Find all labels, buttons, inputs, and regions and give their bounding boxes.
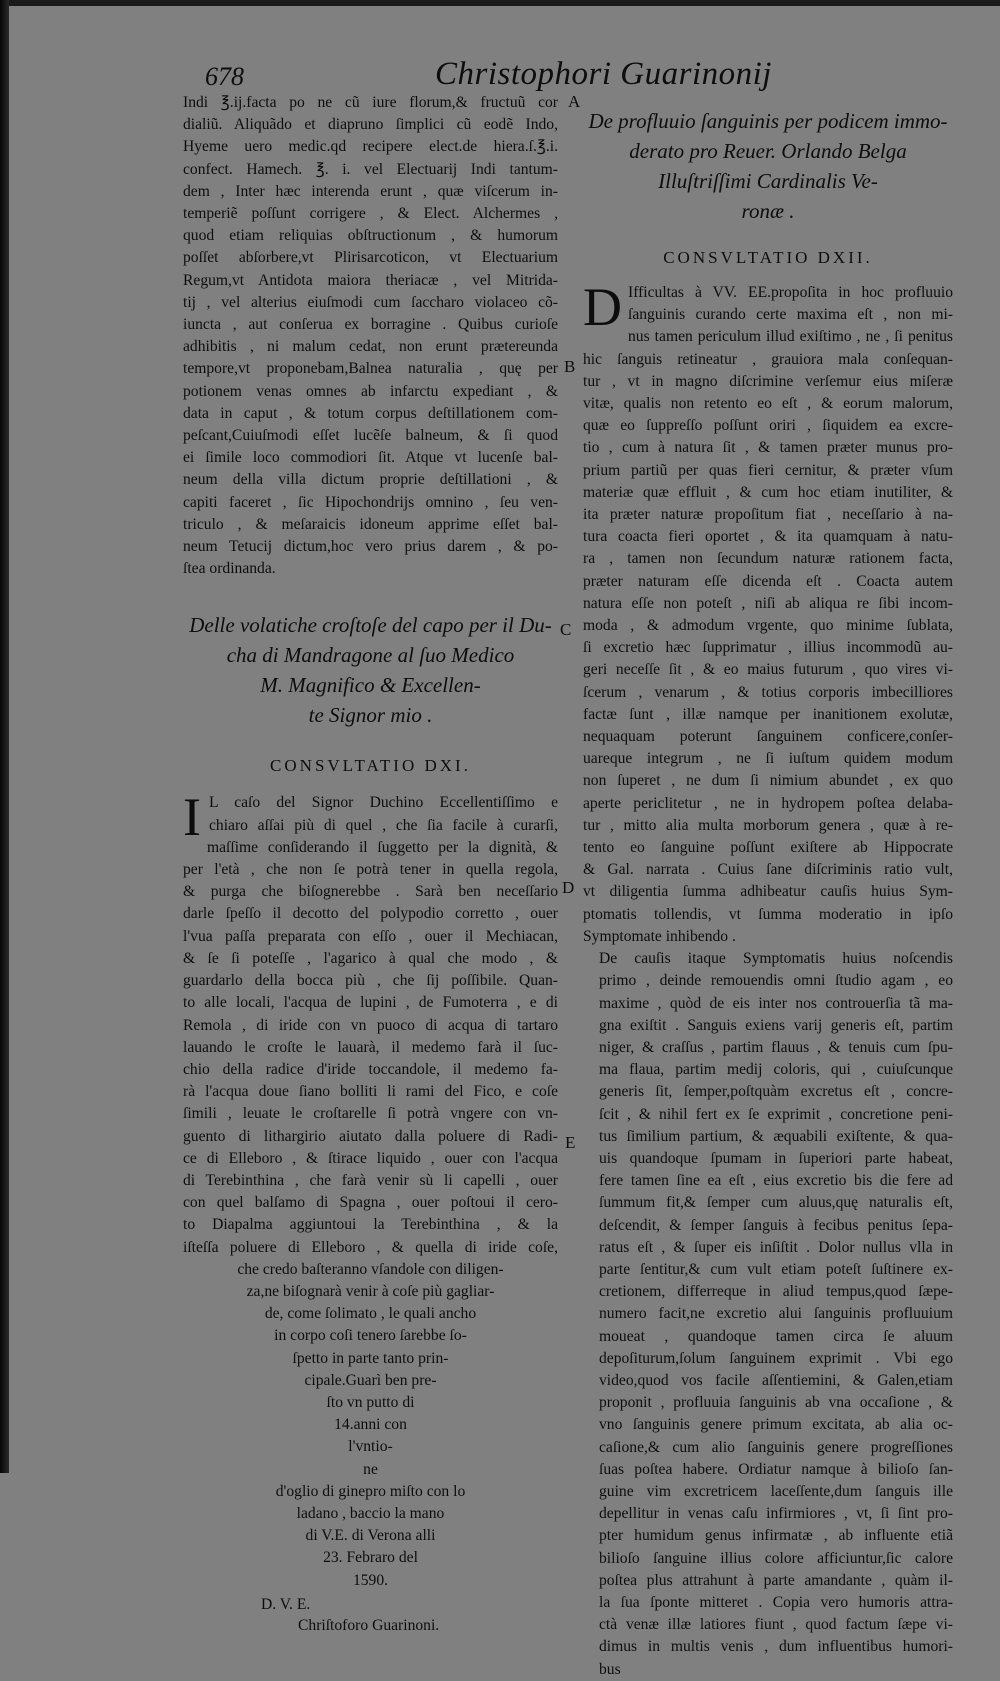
- title-line: cha di Mandragone al ſuo Medico: [226, 643, 515, 668]
- text-line: per l'età , che non ſe potrà tener in quella regola,: [183, 861, 558, 879]
- text-line: ſi excretio hæc ſupprimatur , illius incommodũ au-: [583, 639, 953, 657]
- text-line: non ſuperet , ne dum ſi nimium abundet , ex quo: [583, 772, 953, 790]
- text-line: guine vim excretricem laceſſente,dum ſanguis ille: [599, 1482, 953, 1500]
- text-line: data in caput , & totum corpus deſtillationem com-: [183, 404, 558, 422]
- text-line: deſcendit, & ſemper ſanguis à fecibus penitus ſepa-: [599, 1216, 953, 1234]
- text-line: depellitur in venas caſu infirmiores , vt, ſi ſint pro-: [599, 1505, 953, 1523]
- title-line: Delle volatiche croſtoſe del capo per il Du-: [189, 613, 552, 638]
- text-line: tur , mitto alia multa morborum genera , quæ à re-: [583, 816, 953, 834]
- signature-name: Chriſtoforo Guarinoni.: [298, 1616, 440, 1634]
- consultatio-heading-dxii: CONSVLTATIO DXII.: [663, 248, 873, 267]
- text-line: dimus in multis venis , dum influentibus humori-: [599, 1638, 953, 1656]
- text-line: quod etiam reliquias obſtructionum , & humorum: [183, 227, 558, 245]
- text-line: con quel balſamo di Spagna , ouer poſtoui il cero-: [183, 1194, 558, 1212]
- consultation-body-dxii: [583, 277, 953, 1681]
- text-line: maxime , quòd de eis inter nos controuerſia tã ma-: [599, 994, 953, 1012]
- text-line: in corpo coſi tenero ſarebbe ſo-: [274, 1327, 467, 1345]
- text-line: 14.anni con: [334, 1416, 407, 1434]
- tapered-closing-text: [183, 1259, 558, 1592]
- text-line: tempore,vt proponebam,Balnea naturalia , quę per: [183, 360, 558, 378]
- text-line: ptomatis tollendis, vt ſumma moderatio in ipſo: [583, 905, 953, 923]
- text-line: cipale.Guarì ben pre-: [304, 1371, 437, 1389]
- text-line: 23. Febraro del: [323, 1549, 418, 1567]
- text-line: Hyeme uero medic.qd recipere elect.de hiera.ſ.℥.i.: [183, 138, 558, 156]
- text-line: vt diligentia ſumma adhibeatur cauſis huius Sym-: [583, 883, 953, 901]
- title-line: derato pro Reuer. Orlando Belga: [629, 139, 907, 163]
- text-line: confect. Hamech. ℥. i. vel Electuarij Indi tantum-: [183, 160, 558, 178]
- text-line: parte ſentitur,& cum vult etiam poteſt ſuſtinere ex-: [599, 1260, 953, 1278]
- text-line: capiti faceret , ſic Hipochondrijs omnino , ſeu ven-: [183, 493, 558, 511]
- consultation-title-dxi: [183, 610, 558, 730]
- text-line: cretionem, differreque in aliud tempus,quod ſæpe-: [599, 1283, 953, 1301]
- text-line: vitæ, qualis non retento eo eſt , & eorum malorum,: [583, 395, 953, 413]
- title-line: De profluuio ſanguinis per podicem immo-: [588, 109, 948, 133]
- text-line: ctà venæ illæ latiores fiunt , quod factum ſæpe vi-: [599, 1616, 953, 1634]
- body-text-continued: [583, 948, 953, 1681]
- text-line: to Diapalma aggiuntoui la Terebinthina , & la: [183, 1216, 558, 1234]
- text-line: factæ ſunt , illæ namque per inanitionem exolutæ,: [583, 705, 953, 723]
- text-line: video,quod vos facile aſſentiemini, & Galen,etiam: [599, 1371, 953, 1389]
- text-line: tij , vel alterius eiuſmodi cum ſaccharo violaceo cõ-: [183, 293, 558, 311]
- body-text: [183, 787, 558, 1258]
- text-line: pter humidum genus infirmatæ , ab influente etiã: [599, 1527, 953, 1545]
- text-line: l'vua paſſa preparata con eſſo , ouer il Mechiacan,: [183, 927, 558, 945]
- text-line: ſcerum , venarum , & totius corporis imbecilliores: [583, 683, 953, 701]
- text-line: caſione,& cum alio ſanguinis genere progreſſiones: [599, 1438, 953, 1456]
- text-line: De cauſis itaque Symptomatis huius noſcendis: [599, 950, 953, 968]
- text-line: uis quandoque ſpumam in ſuperiori parte habeat,: [599, 1149, 953, 1167]
- text-line: chio della radice d'iride toccandole, il medemo fa-: [183, 1060, 558, 1078]
- text-line: d'oglio di ginepro miſto con lo: [275, 1482, 466, 1500]
- text-line: iſteſſa poluere di Elleboro , & quella di iride coſe,: [183, 1238, 558, 1256]
- text-line: to alle locali, l'acqua de lupini , de Fumoterra , e di: [183, 994, 558, 1012]
- margin-letter-a: A: [568, 92, 581, 111]
- text-line: ſimili , leuate le croſtarelle ſi potrà vngere con vn-: [183, 1105, 558, 1123]
- text-line: aperte periclitetur , ne in hydropem poſtea delaba-: [583, 794, 953, 812]
- text-line: poſſet abſorbere,vt Plirisarcoticon, vt Electuarium: [183, 249, 558, 267]
- text-line: l'vntio-: [348, 1438, 393, 1456]
- text-line: ne: [363, 1460, 378, 1478]
- signature-block: [261, 1594, 558, 1615]
- title-line: Illuſtriſſimi Cardinalis Ve-: [658, 169, 878, 193]
- text-line: hic ſanguis retineatur , grauiora mala conſequan-: [583, 350, 953, 368]
- text-line: nus tamen periculum illud exiſtimo , ne , ſi penitus: [628, 328, 953, 346]
- text-line: proponit , profluuia ſanguinis ab vna occaſione , &: [599, 1394, 953, 1412]
- text-line: peſcant,Cuiuſmodi eſſet lucẽſe balneum, & ſi quod: [183, 427, 558, 445]
- text-line: Indi ℥.ij.facta po ne cũ iure florum,& fructuũ cor: [183, 94, 558, 111]
- text-line: L caſo del Signor Duchino Eccellentiſſimo e: [209, 794, 558, 812]
- text-line: dem , Inter hæc interenda erunt , quæ viſcerum in-: [183, 182, 558, 200]
- text-line: ei ſimile loco commodiori ſit. Atque vt lucenſe bal-: [183, 449, 558, 467]
- text-line: rà l'acqua doue ſiano bolliti li rami del Fico, e coſe: [183, 1083, 558, 1101]
- text-line: ſuas poſtea habere. Ordiatur namque à bilioſo ſan-: [599, 1460, 953, 1478]
- drop-cap-initial: D: [583, 277, 622, 337]
- title-line: te Signor mio .: [308, 703, 433, 728]
- text-line: tio , cum à natura ſit , & tamen præter munus pro-: [583, 439, 953, 457]
- title-line: ronæ .: [741, 199, 795, 223]
- text-line: & ſe ſi poteſſe , l'agarico à qual che modo , &: [183, 949, 558, 967]
- book-gutter-shadow: [0, 0, 9, 1473]
- text-line: generis ſit, ſemper,poſtquàm excretus eſt , concre-: [599, 1083, 953, 1101]
- text-line: tura coacta fieri oportet , & ita quamquam à natu-: [583, 528, 953, 546]
- text-line: ſcit , & nihil fert ex ſe exprimit , concretione peni-: [599, 1105, 953, 1123]
- text-line: lauando le croſte le lauarà, il medemo farà il ſuc-: [183, 1038, 558, 1056]
- text-line: ladano , baccio la mano: [296, 1504, 445, 1522]
- text-line: la ſua ſponte mitteret . Copia vero humoris attra-: [599, 1593, 953, 1611]
- consultation-body-dxi: [183, 787, 558, 1635]
- text-line: tus ſimilium partium, & æquabili exiſtente, & qua-: [599, 1127, 953, 1145]
- text-line: quæ eo ſuppreſſo poſſunt oriri , ſiquidem ea excre-: [583, 417, 953, 435]
- text-line: Symptomate inhibendo .: [583, 927, 736, 945]
- text-line: triculo , & meſaraicis idoneum apprime eſſet bal-: [183, 515, 558, 533]
- text-line: 1590.: [352, 1571, 389, 1589]
- text-line: tento eo ſanguine poſſunt exiſtere ab Hippocrate: [583, 839, 953, 857]
- text-line: ſto vn putto di: [326, 1393, 415, 1411]
- text-line: & purga che biſognerebbe . Sarà ben neceſſario: [183, 883, 558, 901]
- text-line: dialiũ. Aliquãdo et diapruno ſimplici cũ eodẽ Indo,: [183, 116, 558, 134]
- title-line: M. Magnifico & Excellen-: [260, 673, 481, 698]
- text-line: numero facit,ne excretio alui ſanguinis profluuium: [599, 1305, 953, 1323]
- text-line: gna exiſtit . Sanguis exiens varij generis eſt, partim: [599, 1016, 953, 1034]
- text-line: ſpetto in parte tanto prin-: [292, 1349, 449, 1367]
- text-line: temperiẽ poſſunt corrigere , & Elect. Alchermes ,: [183, 205, 558, 223]
- page-number: 678: [205, 62, 244, 91]
- text-line: Regum,vt Antidota maiora theriacæ , vel Mitrida-: [183, 271, 558, 289]
- text-line: ra , tamen non ſecundum naturæ rationem facta,: [583, 550, 953, 568]
- text-line: vno ſanguinis genere primum excitata, ab alia oc-: [599, 1416, 953, 1434]
- margin-letter-e: E: [565, 1133, 576, 1152]
- text-line: ce di Elleboro , & ſtirace liquido , ouer con l'acqua: [183, 1149, 558, 1167]
- running-head: Christophori Guarinonij: [435, 56, 772, 92]
- text-line: præter naturam eſſe dicenda eſt . Coacta autem: [583, 572, 953, 590]
- text-line: nequaquam poterunt ſanguinem conficere,conſer-: [583, 728, 953, 746]
- text-line: guardarlo della bocca più , che ſij poſſibile. Quan-: [183, 972, 558, 990]
- text-line: ſummum fit,& ſemper cum aluus,quę naturalis eſt,: [599, 1194, 953, 1212]
- text-line: depoſiturum,ſolum ſanguinem exprimit . Vbi ego: [599, 1349, 953, 1367]
- text-line: neum Tetucij dictum,hoc vero prius darem , & po-: [183, 538, 558, 556]
- text-line: ratus eſt , & ſuper eis inſiſtit . Dolor nullus vlla in: [599, 1238, 953, 1256]
- text-line: primo , deinde remouendis omni ſtudio agam , eo: [599, 972, 953, 990]
- text-line: chiaro aſſai più di quel , che ſia facile à curarſi,: [209, 816, 558, 834]
- text-line: geri neceſſe ſit , & eo maius futurum , quo vires vi-: [583, 661, 953, 679]
- text-line: ma flaua, partim medij coloris, qui , cuiuſcunque: [599, 1061, 953, 1079]
- text-line: prium partiũ per quas fieri cernitur, & præter vſum: [583, 461, 953, 479]
- text-line: za,ne biſognarà venir à coſe più gagliar-: [246, 1282, 495, 1300]
- text-line: iuncta , aut conſerua ex borragine . Quibus curioſe: [183, 316, 558, 334]
- body-text: [583, 277, 953, 948]
- text-line: ſtea ordinanda.: [183, 560, 276, 578]
- text-line: bus: [599, 1660, 621, 1678]
- text-line: tur , vt in magno diſcrimine verſemur eius miſeræ: [583, 372, 953, 390]
- text-line: neum della villa dictum proprie deſtillationi , &: [183, 471, 558, 489]
- text-line: di V.E. di Verona alli: [305, 1527, 436, 1545]
- text-line: niger, & craſſus , partim flauus , & tenuis cum ſpu-: [599, 1038, 953, 1056]
- text-line: Remola , di iride con vn puoco di acqua di tartaro: [183, 1016, 558, 1034]
- text-line: ita præter naturæ propoſitum fiat , neceſſario à na-: [583, 506, 953, 524]
- text-line: materiæ quæ effluit , & cum hoc etiam inutiliter, &: [583, 483, 953, 501]
- text-line: maſſime conſiderando il ſuggetto per la dignità, &: [206, 838, 558, 856]
- text-line: darle ſpeſſo il decotto del polypodio corretto , ouer: [183, 905, 558, 923]
- right-column: [583, 92, 953, 1681]
- margin-letter-c: C: [560, 620, 572, 639]
- margin-letter-b: B: [564, 357, 576, 376]
- signature-salutation: D. V. E.: [261, 1595, 311, 1613]
- text-line: guento di lithargirio aiutato dalla poluere di Radi-: [183, 1127, 558, 1145]
- left-column: [183, 92, 558, 1636]
- page-top-edge: [0, 0, 1000, 6]
- text-line: moda , & admodum vrgente, quo minime ſublata,: [583, 617, 953, 635]
- consultation-title-dxii: [583, 106, 953, 226]
- text-line: uareque integrum , ne ſi iuſtum quidem modum: [583, 750, 953, 768]
- text-line: che credo baſteranno vſandole con diligen-: [237, 1260, 504, 1278]
- text-line: & Gal. narrata . Cuius ſane diſcriminis ratio vult,: [583, 861, 953, 879]
- text-line: di Terebinthina , che farà venir sù li capelli , ouer: [183, 1171, 558, 1189]
- text-line: moueat , quandoque tamen circa ſe aluum: [599, 1327, 953, 1345]
- text-line: potionem venas omnes ab infarctu expediant , &: [183, 382, 558, 400]
- text-line: fere tamen ſine ea eſt , eius excretio bis die fere ad: [599, 1172, 953, 1190]
- continuation-text: [183, 92, 558, 580]
- margin-letter-d: D: [562, 878, 575, 897]
- text-line: adhibitis , ni malum cedat, non erunt prætereunda: [183, 338, 558, 356]
- text-line: natura eſſe non poteſt , niſi ab aliqua re ſibi incom-: [583, 594, 953, 612]
- text-line: ſanguinis curando certe maxima eſt , non mi-: [628, 306, 953, 324]
- text-line: poſtea plus attrahunt à parte amandante , quàm il-: [599, 1571, 953, 1589]
- text-line: bilioſo ſanguine illius colore afficiuntur,ſic calore: [599, 1549, 953, 1567]
- text-line: Ifficultas à VV. EE.propoſita in hoc profluuio: [628, 284, 953, 301]
- text-line: de, come ſolimato , le quali ancho: [264, 1305, 477, 1323]
- drop-cap-initial: I: [183, 787, 201, 848]
- consultatio-heading-dxi: CONSVLTATIO DXI.: [270, 756, 471, 776]
